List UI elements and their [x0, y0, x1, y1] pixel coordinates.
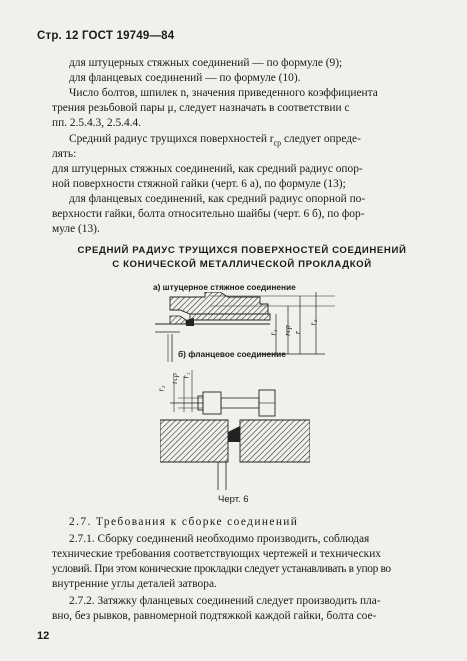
text-line: лять:: [52, 148, 77, 160]
figure-b-drawing: [160, 362, 310, 490]
text-line: для штуцерных стяжных соединений, как средний радиус опор-: [52, 163, 363, 175]
dim-label-r1: r₁: [181, 372, 191, 379]
text-line: условий. При этом конические прокладки следует устанавливать в упор во: [52, 563, 391, 575]
figure-label: Черт. 6: [218, 494, 249, 505]
page-number: 12: [37, 630, 50, 642]
text-line: для фланцевых соединений — по формуле (10).: [69, 72, 301, 84]
text-line: Число болтов, шпилек n, значения приведенного коэффициента: [69, 87, 378, 99]
dim-label-r: r: [293, 330, 303, 335]
text-line: внутренние углы деталей затвора.: [52, 578, 217, 590]
page-header: Стр. 12 ГОСТ 19749—84: [37, 30, 175, 42]
text-line: 2.7.1. Сборку соединений необходимо производить, соблюдая: [69, 533, 370, 545]
text-line: 2.7.2. Затяжку фланцевых соединений следует производить пла-: [69, 595, 381, 607]
text-line: пп. 2.5.4.3, 2.5.4.4.: [52, 117, 142, 129]
figure-caption-b: б) фланцевое соединение: [178, 349, 286, 359]
section-heading-line1: СРЕДНИЙ РАДИУС ТРУЩИХСЯ ПОВЕРХНОСТЕЙ СОЕДИНЕНИЙ: [77, 245, 407, 256]
dim-label-r2: r₂: [308, 319, 318, 326]
text-line: для фланцевых соединений, как средний радиус опорной по-: [69, 193, 366, 205]
text-line: технические требования соответствующих чертежей и технических: [52, 548, 381, 560]
text-line: Средний радиус трущихся поверхностей $r_{ср}$ следует опреде-: [69, 133, 361, 148]
dim-label-rcp: rср: [169, 373, 179, 384]
text-line: верхности гайки, болта относительно шайбы (черт. 6 б), по фор-: [52, 208, 365, 220]
figure-caption-a: а) штуцерное стяжное соединение: [153, 282, 296, 292]
dim-label-r2: r₂: [156, 385, 166, 392]
text-line: муле (13).: [52, 223, 100, 235]
text-line: ной поверхности стяжной гайки (черт. 6 а), по формуле (13);: [52, 178, 346, 190]
text-line: трения резьбовой пары μ, следует назначать в соответствии с: [52, 102, 350, 114]
text-line: вно, без рывков, равномерной подтяжкой каждой гайки, болта сое-: [52, 610, 377, 622]
section-heading-line2: С КОНИЧЕСКОЙ МЕТАЛЛИЧЕСКОЙ ПРОКЛАДКОЙ: [112, 259, 372, 270]
dim-label-rcp: rср: [282, 325, 292, 336]
dim-label-r1: r₁: [268, 329, 278, 336]
text-line: для штуцерных стяжных соединений — по формуле (9);: [69, 57, 343, 69]
subsection-title: 2.7. Требования к сборке соединений: [69, 516, 299, 528]
